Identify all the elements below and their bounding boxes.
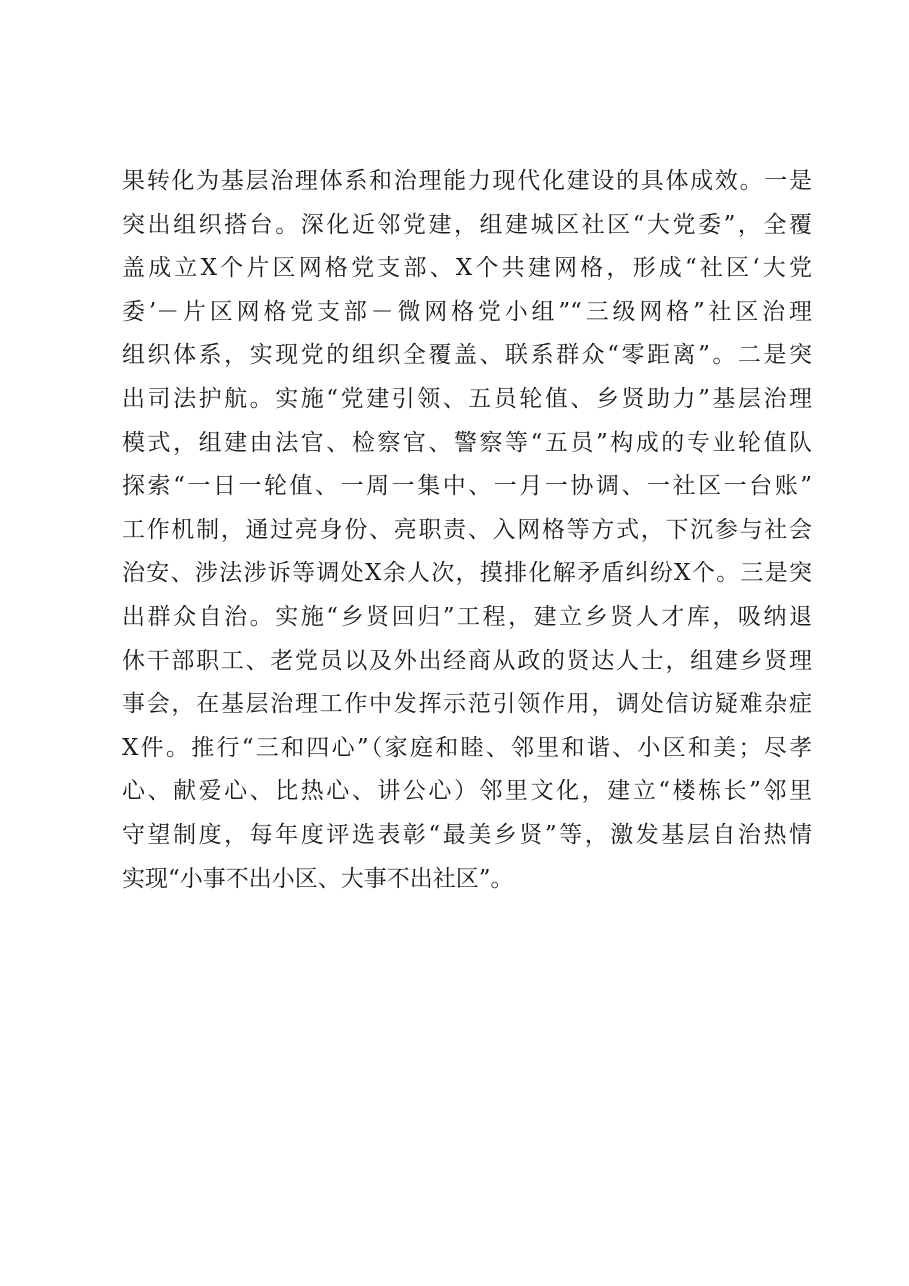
text-line-7: 模式，组建由法官、检察官、警察等“五员”构成的专业轮值队 — [122, 429, 812, 456]
text-line-13: 事会，在基层治理工作中发挥示范引领作用，调处信访疑难杂症 — [122, 691, 812, 718]
body-paragraph — [122, 160, 812, 901]
text-line-11: 出群众自治。实施“乡贤回归”工程，建立乡贤人才库，吸纳退 — [122, 603, 812, 630]
text-line-4: 委’－片区网格党支部－微网格党小组”“三级网格”社区治理 — [122, 298, 812, 325]
text-line-10: 治安、涉法涉诉等调处X余人次，摸排化解矛盾纠纷X个。三是突 — [122, 560, 812, 587]
text-line-9: 工作机制，通过亮身份、亮职责、入网格等方式，下沉参与社会 — [122, 516, 812, 543]
text-line-5: 组织体系，实现党的组织全覆盖、联系群众“零距离”。二是突 — [122, 342, 812, 369]
text-line-16: 守望制度，每年度评选表彰“最美乡贤”等，激发基层自治热情 — [122, 821, 812, 848]
text-line-1: 果转化为基层治理体系和治理能力现代化建设的具体成效。一是 — [122, 168, 812, 194]
text-line-14: X件。推行“三和四心”（家庭和睦、邻里和谐、小区和美；尽孝 — [122, 734, 812, 761]
text-line-12: 休干部职工、老党员以及外出经商从政的贤达人士，组建乡贤理 — [122, 647, 812, 674]
text-line-3: 盖成立X个片区网格党支部、X个共建网格，形成“社区‘大党 — [122, 255, 812, 282]
text-line-2: 突出组织搭台。深化近邻党建，组建城区社区“大党委”，全覆 — [122, 211, 812, 238]
text-line-15: 心、献爱心、比热心、讲公心）邻里文化，建立“楼栋长”邻里 — [122, 778, 812, 805]
text-line-8: 探索“一日一轮值、一周一集中、一月一协调、一社区一台账” — [122, 473, 812, 500]
text-line-17: 实现“小事不出小区、大事不出社区”。 — [122, 865, 514, 892]
text-line-6: 出司法护航。实施“党建引领、五员轮值、乡贤助力”基层治理 — [122, 385, 812, 412]
